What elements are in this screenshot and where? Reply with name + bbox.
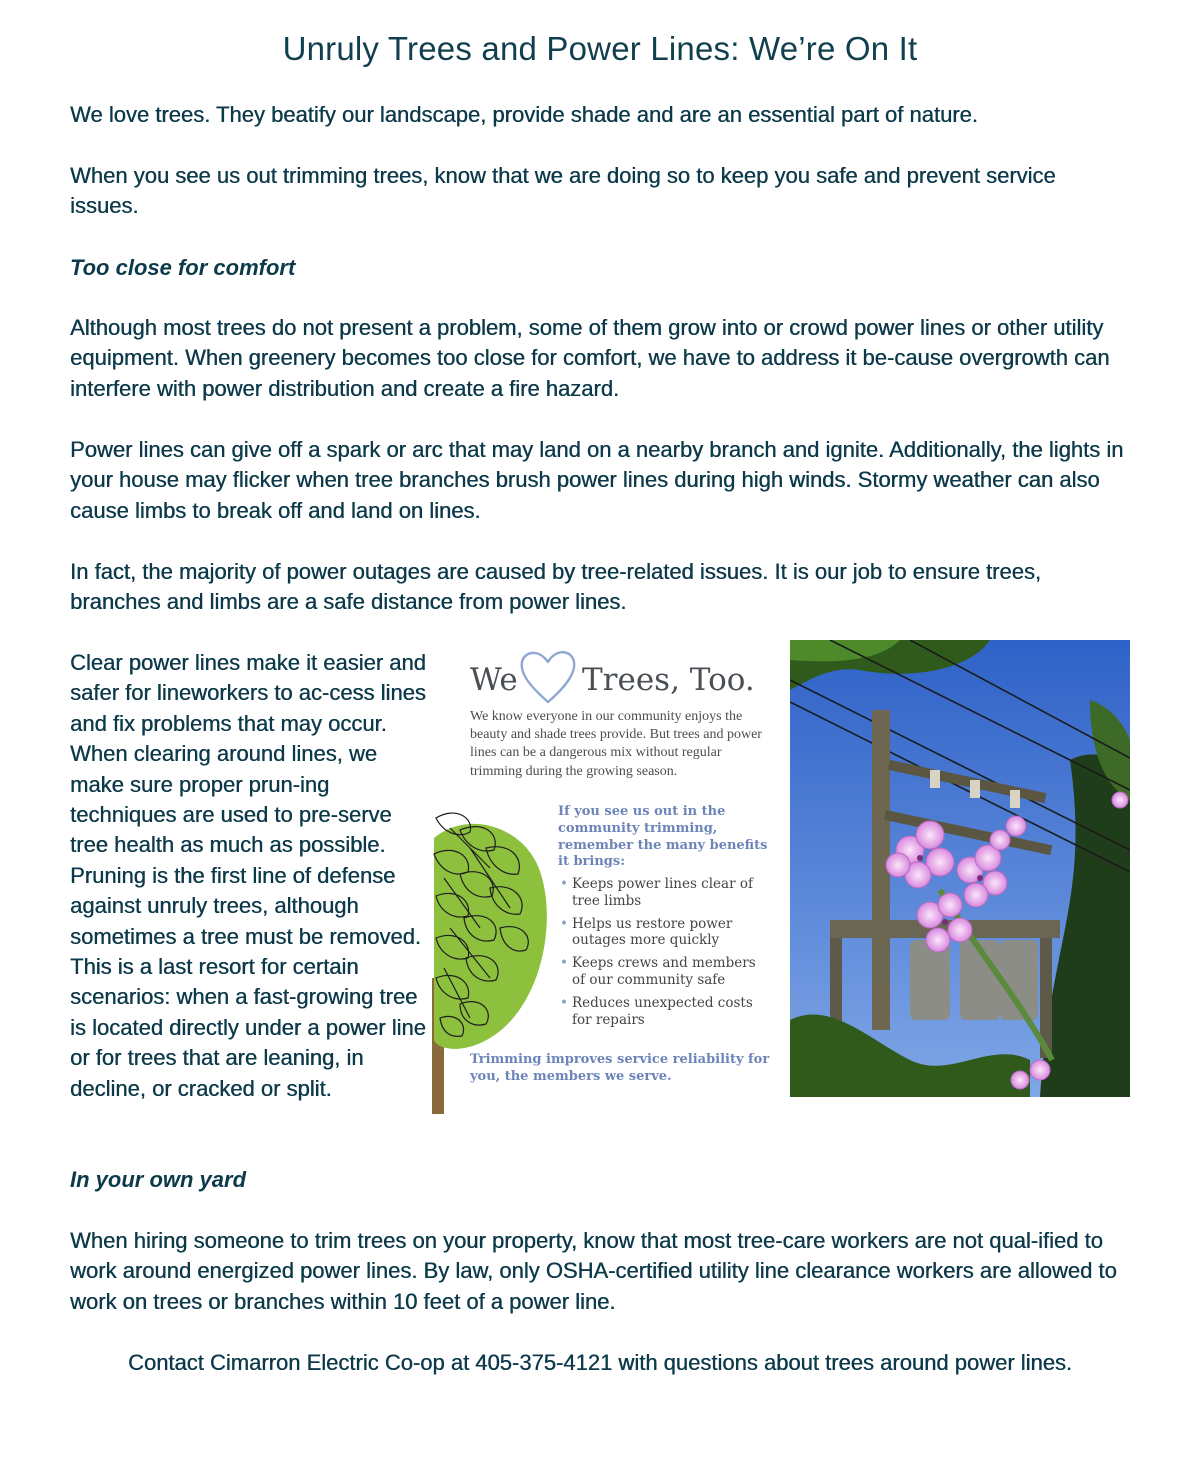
bullet-icon: • bbox=[560, 994, 568, 1011]
inset-lead-text: If you see us out in the community trimming, remember the many benefits it brings: bbox=[558, 804, 768, 870]
section-heading-too-close: Too close for comfort bbox=[70, 255, 296, 280]
list-item bbox=[558, 876, 768, 910]
inset-footer-text: Trimming improves service reliability for you, the members we serve. bbox=[470, 1052, 770, 1084]
benefit-text: Reduces unexpected costs for repairs bbox=[572, 994, 753, 1028]
inset-title bbox=[470, 660, 770, 710]
intro-paragraph-2: When you see us out trimming trees, know that we are doing so to keep you safe and prevent service issues. bbox=[70, 163, 1056, 219]
list-item bbox=[558, 955, 768, 989]
heart-icon bbox=[516, 646, 580, 706]
benefit-text: Helps us restore power outages more quickly bbox=[572, 915, 733, 949]
benefit-text: Keeps crews and members of our community safe bbox=[572, 955, 756, 988]
section-heading-own-yard: In your own yard bbox=[70, 1167, 247, 1192]
side-column-text: Clear power lines make it easier and safer for lineworkers to ac-cess lines and fix problems that may occur. When clearing around lines, we make sure proper prun-ing techniques are used to pre-serve tree health as much as possible. Pruning is the first line of defense against unruly trees, although sometimes a tree must be removed. This is a last resort for certain scenarios: when a fast-growing tree is located directly under a power line or for trees that are leaning, in decline, or cracked or split. bbox=[70, 650, 426, 1101]
bullet-icon: • bbox=[560, 876, 568, 892]
bullet-icon: • bbox=[560, 955, 568, 972]
power-pole-with-flowers-photo bbox=[790, 640, 1130, 1097]
we-love-trees-inset bbox=[430, 640, 775, 1115]
inset-title-trees-too: Trees, Too. bbox=[582, 662, 755, 698]
section2-paragraph: When hiring someone to trim trees on your property, know that most tree-care workers are not qual-ified to work around energized power lines. By law, only OSHA-certified utility line clearance workers are allowed to work on trees or branches within 10 feet of a power line. bbox=[70, 1228, 1117, 1314]
inset-title-we: We bbox=[470, 662, 518, 698]
photo-illustration bbox=[790, 640, 1130, 1097]
section1-paragraph-2: Power lines can give off a spark or arc that may land on a nearby branch and ignite. Additionally, the lights in your house may flicker when tree branches brush power lines during high winds. Stormy weather can also cause limbs to break off and land on lines. bbox=[70, 437, 1124, 523]
section1-paragraph-3: In fact, the majority of power outages are caused by tree-related issues. It is our job to ensure trees, branches and limbs are a safe distance from power lines. bbox=[70, 559, 1041, 615]
benefit-text: Keeps power lines clear of tree limbs bbox=[572, 876, 753, 909]
inset-intro-text: We know everyone in our community enjoys the beauty and shade trees provide. But trees and power lines can be a dangerous mix without regular trimming during the growing season. bbox=[470, 709, 762, 779]
bullet-icon: • bbox=[560, 915, 568, 932]
section1-paragraph-1: Although most trees do not present a problem, some of them grow into or crowd power lines or other utility equipment. When greenery becomes too close for comfort, we have to address it be-cause overgrowth can interfere with power distribution and create a fire hazard. bbox=[70, 315, 1110, 401]
list-item bbox=[558, 995, 768, 1029]
intro-paragraph-1: We love trees. They beatify our landscape, provide shade and are an essential part of nature. bbox=[70, 102, 978, 127]
page-title: Unruly Trees and Power Lines: We’re On It bbox=[282, 30, 918, 67]
list-item bbox=[558, 916, 768, 950]
inset-benefits-list bbox=[558, 876, 768, 1034]
tree-illustration bbox=[430, 808, 558, 1114]
contact-line: Contact Cimarron Electric Co-op at 405-375-4121 with questions about trees around power lines. bbox=[127, 1350, 1073, 1375]
